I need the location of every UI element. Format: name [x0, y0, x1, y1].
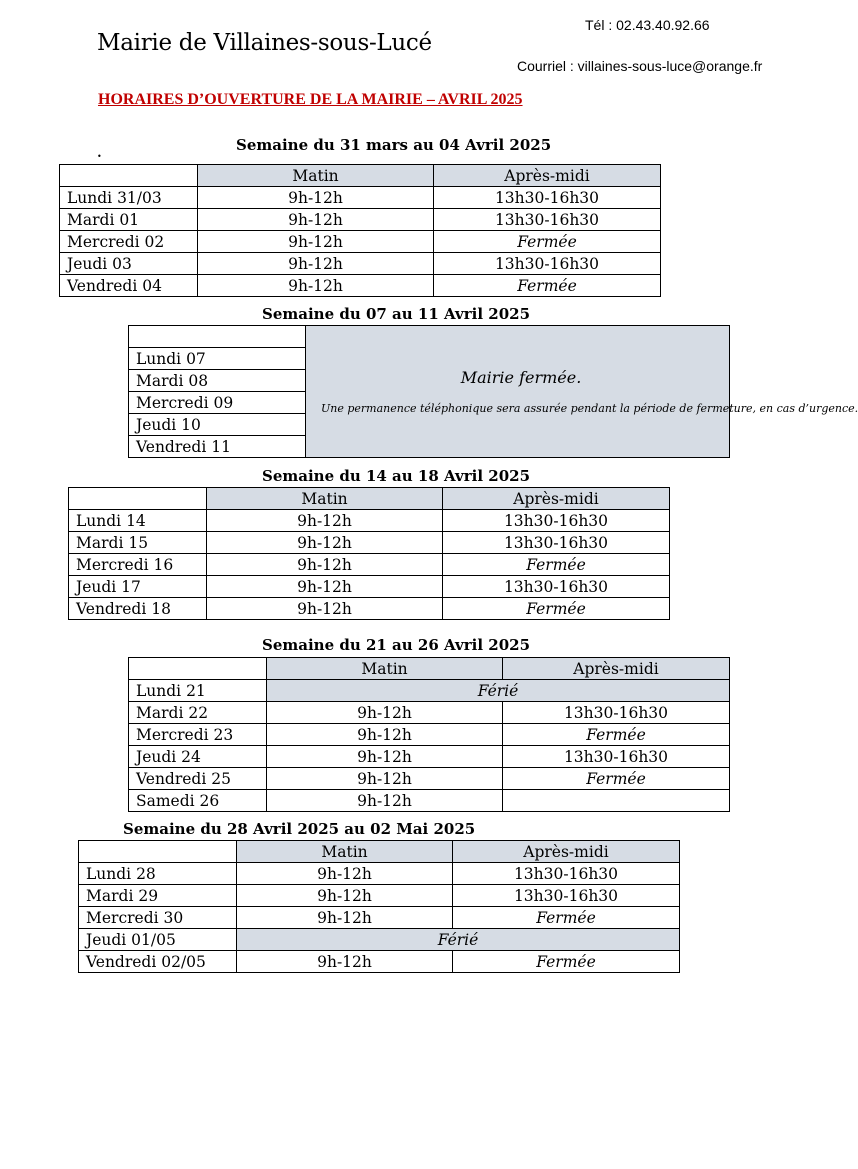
day-cell: Vendredi 11	[129, 436, 306, 458]
holiday-cell: Férié	[237, 929, 680, 951]
am-cell: 13h30-16h30	[434, 209, 661, 231]
matin-cell: 9h-12h	[198, 209, 434, 231]
matin-cell: 9h-12h	[237, 907, 453, 929]
week3-table	[68, 487, 670, 620]
table-row	[60, 187, 661, 209]
stray-mark: •	[97, 152, 102, 161]
col-matin: Matin	[237, 841, 453, 863]
corner-cell	[79, 841, 237, 863]
table-header-row	[79, 841, 680, 863]
am-cell: 13h30-16h30	[453, 863, 680, 885]
day-cell: Vendredi 18	[69, 598, 207, 620]
col-matin: Matin	[198, 165, 434, 187]
table-row	[60, 253, 661, 275]
day-cell: Mercredi 30	[79, 907, 237, 929]
corner-cell	[60, 165, 198, 187]
week2-title: Semaine du 07 au 11 Avril 2025	[262, 305, 531, 323]
col-apres-midi: Après-midi	[434, 165, 661, 187]
am-cell: 13h30-16h30	[434, 187, 661, 209]
table-row	[129, 790, 730, 812]
table-row	[60, 231, 661, 253]
col-matin: Matin	[267, 658, 503, 680]
day-cell: Jeudi 01/05	[79, 929, 237, 951]
table-row	[79, 907, 680, 929]
matin-cell: 9h-12h	[207, 554, 443, 576]
table-row	[60, 209, 661, 231]
am-cell: Fermée	[434, 231, 661, 253]
matin-cell: 9h-12h	[237, 885, 453, 907]
am-cell: Fermée	[443, 598, 670, 620]
day-cell: Mardi 01	[60, 209, 198, 231]
day-cell: Jeudi 17	[69, 576, 207, 598]
am-cell: 13h30-16h30	[443, 510, 670, 532]
closure-cell	[306, 326, 858, 458]
table-row	[79, 885, 680, 907]
matin-cell: 9h-12h	[207, 576, 443, 598]
table-row	[69, 510, 670, 532]
day-cell: Mardi 08	[129, 370, 306, 392]
table-row	[129, 680, 730, 702]
table-row	[79, 929, 680, 951]
week4-title: Semaine du 21 au 26 Avril 2025	[262, 636, 531, 654]
matin-cell: 9h-12h	[267, 702, 503, 724]
col-apres-midi: Après-midi	[453, 841, 680, 863]
day-cell: Mardi 22	[129, 702, 267, 724]
day-cell: Lundi 28	[79, 863, 237, 885]
week5-title: Semaine du 28 Avril 2025 au 02 Mai 2025	[123, 820, 476, 838]
day-cell: Mardi 29	[79, 885, 237, 907]
day-cell: Mercredi 16	[69, 554, 207, 576]
corner-cell	[129, 658, 267, 680]
mairie-name: Mairie de Villaines-sous-Lucé	[97, 30, 432, 56]
am-cell: Fermée	[434, 275, 661, 297]
table-row	[129, 746, 730, 768]
matin-cell: 9h-12h	[198, 187, 434, 209]
closure-title: Mairie fermée.	[460, 367, 582, 387]
table-row	[69, 598, 670, 620]
corner-cell	[129, 326, 306, 348]
am-cell: 13h30-16h30	[443, 532, 670, 554]
table-row	[69, 554, 670, 576]
matin-cell: 9h-12h	[198, 253, 434, 275]
day-cell: Jeudi 03	[60, 253, 198, 275]
week3-title: Semaine du 14 au 18 Avril 2025	[262, 467, 531, 485]
matin-cell: 9h-12h	[267, 746, 503, 768]
am-cell: 13h30-16h30	[503, 702, 730, 724]
matin-cell: 9h-12h	[267, 724, 503, 746]
am-cell: 13h30-16h30	[453, 885, 680, 907]
matin-cell: 9h-12h	[207, 510, 443, 532]
am-cell	[503, 790, 730, 812]
am-cell: Fermée	[503, 768, 730, 790]
am-cell: Fermée	[453, 951, 680, 973]
am-cell: 13h30-16h30	[443, 576, 670, 598]
table-header-row	[60, 165, 661, 187]
matin-cell: 9h-12h	[237, 863, 453, 885]
col-apres-midi: Après-midi	[443, 488, 670, 510]
day-cell: Vendredi 25	[129, 768, 267, 790]
day-cell: Mercredi 02	[60, 231, 198, 253]
day-cell: Jeudi 24	[129, 746, 267, 768]
week2-table	[128, 325, 858, 458]
week4-table	[128, 657, 730, 812]
col-matin: Matin	[207, 488, 443, 510]
page-title: HORAIRES D’OUVERTURE DE LA MAIRIE – AVRIL 2025	[98, 91, 523, 108]
day-cell: Jeudi 10	[129, 414, 306, 436]
matin-cell: 9h-12h	[207, 598, 443, 620]
phone-number: Tél : 02.43.40.92.66	[585, 17, 710, 33]
matin-cell: 9h-12h	[198, 275, 434, 297]
matin-cell: 9h-12h	[237, 951, 453, 973]
matin-cell: 9h-12h	[267, 790, 503, 812]
table-row	[69, 532, 670, 554]
week1-table	[59, 164, 661, 297]
am-cell: Fermée	[453, 907, 680, 929]
corner-cell	[69, 488, 207, 510]
table-row	[129, 702, 730, 724]
day-cell: Vendredi 04	[60, 275, 198, 297]
table-header-row	[129, 658, 730, 680]
day-cell: Lundi 07	[129, 348, 306, 370]
day-cell: Lundi 31/03	[60, 187, 198, 209]
table-row	[129, 768, 730, 790]
matin-cell: 9h-12h	[207, 532, 443, 554]
day-cell: Lundi 14	[69, 510, 207, 532]
day-cell: Mercredi 09	[129, 392, 306, 414]
day-cell: Mardi 15	[69, 532, 207, 554]
am-cell: 13h30-16h30	[503, 746, 730, 768]
matin-cell: 9h-12h	[267, 768, 503, 790]
matin-cell: 9h-12h	[198, 231, 434, 253]
table-row	[129, 724, 730, 746]
day-cell: Samedi 26	[129, 790, 267, 812]
day-cell: Vendredi 02/05	[79, 951, 237, 973]
day-cell: Mercredi 23	[129, 724, 267, 746]
table-row	[79, 951, 680, 973]
week1-title: Semaine du 31 mars au 04 Avril 2025	[236, 136, 552, 154]
table-header-row	[69, 488, 670, 510]
am-cell: Fermée	[503, 724, 730, 746]
holiday-cell: Férié	[267, 680, 730, 702]
table-row	[79, 863, 680, 885]
am-cell: 13h30-16h30	[434, 253, 661, 275]
week5-table	[78, 840, 680, 973]
email-address: Courriel : villaines-sous-luce@orange.fr	[517, 58, 763, 74]
col-apres-midi: Après-midi	[503, 658, 730, 680]
table-header-row	[129, 326, 730, 348]
closure-note: Une permanence téléphonique sera assurée pendant la période de fermeture, en cas d’urgence.	[321, 401, 858, 415]
am-cell: Fermée	[443, 554, 670, 576]
table-row	[60, 275, 661, 297]
day-cell: Lundi 21	[129, 680, 267, 702]
table-row	[69, 576, 670, 598]
